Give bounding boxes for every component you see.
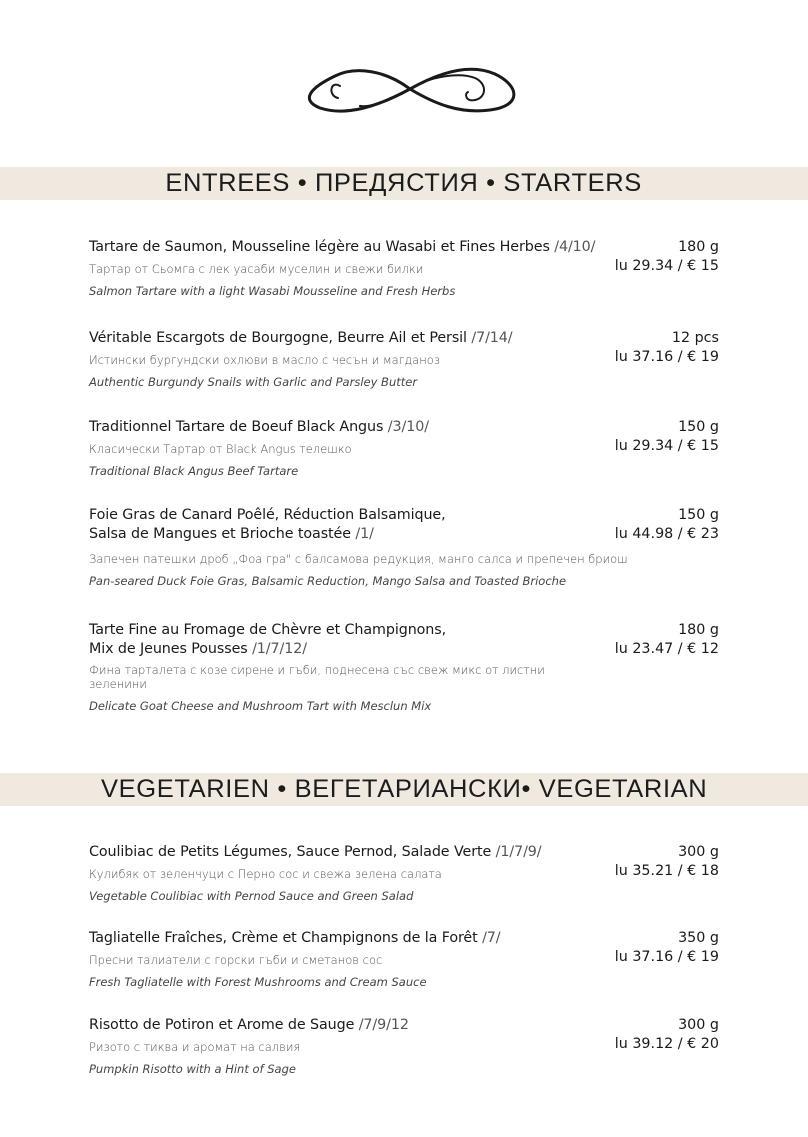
menu-item [89,929,719,989]
menu-item [89,843,719,903]
item-name-fr: Salsa de Mangues et Brioche toastée /1/ [89,526,374,542]
flourish-ornament-icon [300,58,520,120]
item-name-fr: Coulibiac de Petits Légumes, Sauce Pernod, Salade Verte /1/7/9/ [89,844,542,860]
item-name-en: Pan-seared Duck Foie Gras, Balsamic Reduction, Mango Salsa and Toasted Brioche [89,574,567,588]
item-name-fr: Risotto de Potiron et Arome de Sauge /7/9/12 [89,1017,409,1033]
menu-item [89,506,719,588]
item-name-bg: Тартар от Сьомга с лек уасаби муселин и свежи билки [89,262,424,276]
item-name-fr-line1: Tarte Fine au Fromage de Chèvre et Champignons, [89,622,447,638]
item-name-bg: Фина тарталета с козе сирене и гъби, поднесена със свеж микс от листни зеленини [89,663,545,691]
item-portion: 150 g [678,507,719,523]
item-name-en: Fresh Tagliatelle with Forest Mushrooms and Cream Sauce [89,975,427,989]
item-portion: 180 g [678,239,719,255]
item-name-en: Vegetable Coulibiac with Pernod Sauce and Green Salad [89,889,414,903]
item-name-fr: Traditionnel Tartare de Boeuf Black Angus /3/10/ [89,419,429,435]
item-name-bg: Запечен патешки дроб „Фоа гра" с балсамова редукция, манго салса и препечен бриош [89,552,628,566]
item-name-fr: Tartare de Saumon, Mousseline légère au Wasabi et Fines Herbes /4/10/ [89,239,596,255]
item-price: lu 37.16 / € 19 [614,349,719,365]
item-price: lu 23.47 / € 12 [614,641,719,657]
item-allergens: /1/7/12/ [252,641,307,657]
item-price-block [615,418,719,456]
menu-item [89,238,719,298]
item-allergens: /3/10/ [387,419,429,435]
item-allergens: /1/ [355,526,374,542]
item-portion: 180 g [678,622,719,638]
item-price: lu 29.34 / € 15 [614,258,719,274]
section-title: ENTREES • ПРЕДЯСТИЯ • STARTERS [165,169,643,197]
section-header-vegetarian [0,773,808,806]
section-header-starters [0,167,808,200]
item-price-block [615,929,719,967]
item-name-en: Salmon Tartare with a light Wasabi Mousseline and Fresh Herbs [89,284,456,298]
item-allergens: /7/9/12 [358,1017,409,1033]
item-portion: 300 g [678,844,719,860]
item-price: lu 44.98 / € 23 [614,526,719,542]
item-allergens: /7/14/ [471,330,513,346]
item-name-en: Delicate Goat Cheese and Mushroom Tart with Mesclun Mix [89,699,432,713]
section-title: VEGETARIEN • ВЕГЕТАРИАНСКИ• VEGETARIAN [100,775,708,803]
item-portion: 350 g [678,930,719,946]
item-allergens: /4/10/ [554,239,596,255]
menu-item [89,329,719,389]
item-name-bg: Ризото с тиква и аромат на салвия [89,1040,301,1054]
item-name-en: Authentic Burgundy Snails with Garlic and Parsley Butter [89,375,418,389]
item-name-bg: Истински бургундски охлюви в масло с чесън и магданоз [89,353,440,367]
menu-item [89,1016,719,1076]
item-name-bg: Пресни талиатели с горски гъби и сметанов сос [89,953,383,967]
menu-item [89,418,719,478]
item-portion: 12 pcs [671,330,719,346]
item-price-block [615,329,719,367]
item-name-fr-line1: Foie Gras de Canard Poêlé, Réduction Balsamique, [89,507,446,523]
item-portion: 300 g [678,1017,719,1033]
item-price: lu 35.21 / € 18 [614,863,719,879]
item-name-bg: Кулибяк от зеленчуци с Перно сос и свежа зелена салата [89,867,442,881]
item-price-block [615,1016,719,1054]
item-name-fr: Tagliatelle Fraîches, Crème et Champignons de la Forêt /7/ [89,930,501,946]
item-name-en: Traditional Black Angus Beef Tartare [89,464,299,478]
item-price: lu 39.12 / € 20 [614,1036,719,1052]
item-name-bg: Класически Тартар от Black Angus телешко [89,442,352,456]
item-price-block [615,621,719,659]
menu-item [89,621,719,713]
item-allergens: /7/ [482,930,501,946]
item-price-block [615,843,719,881]
item-name-fr: Mix de Jeunes Pousses /1/7/12/ [89,641,307,657]
item-name-en: Pumpkin Risotto with a Hint of Sage [89,1062,296,1076]
item-allergens: /1/7/9/ [495,844,542,860]
item-price: lu 29.34 / € 15 [614,438,719,454]
item-price-block [615,506,719,544]
item-price-block [615,238,719,276]
item-price: lu 37.16 / € 19 [614,949,719,965]
item-name-fr: Véritable Escargots de Bourgogne, Beurre Ail et Persil /7/14/ [89,330,513,346]
item-portion: 150 g [678,419,719,435]
